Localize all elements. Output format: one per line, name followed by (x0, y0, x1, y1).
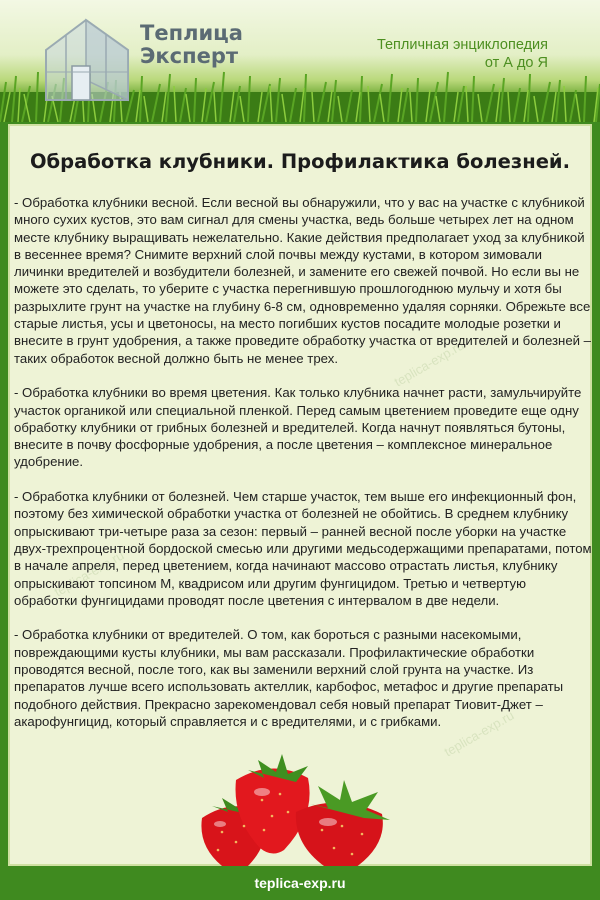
paragraph-diseases: - Обработка клубники от болезней. Чем старше участок, тем выше его инфекционный фон, поэтому без химической обработки участка от болезней не обойтись. В среднем клубнику опрыскивают три-четыре раза за сезон: первый – ранней весной после уборки на участке двух-трехпроцентной бордоской смесью или другими медьсодержащими препаратами, потом в начале апреля, перед цветением, когда начинают массово отрастать листья, клубнику опрыскивают топсином М, квадрисом или другим фунгицидом. Третью и четвертую обработки фунгицидами проводят после цветения с интервалом в две недели. (14, 489, 592, 608)
tagline-line2: от А до Я (484, 55, 548, 71)
article-body (14, 194, 592, 748)
watermark: teplica-exp.ru (51, 547, 127, 600)
paragraph-flowering: - Обработка клубники во время цветения. Как только клубника начнет расти, замульчируйте участок органикой или специальной пленкой. Перед самым цветением проведите еще одну обработку клубники от грибных болезней и вредителей. Когда начнут появляться бутоны, внесите в почву фосфорные удобрения, а после цветения – комплексное минеральное удобрение. (14, 385, 582, 470)
brand-name (140, 22, 243, 68)
paragraph-pests: - Обработка клубники от вредителей. О том, как бороться с разными насекомыми, повреждающими кусты клубники, мы вам рассказали. Профилактические обработки проводятся весной, после того, как вы заменили верхний слой грунта на участке. Из препаратов лучше всего использовать актеллик, карбофос, метафос и другие препараты подобного действия. Прекрасно зарекомендовал себя новый препарат Тиовит-Джет – акарофунгицид, который справляется и с вредителями, и с грибками. (14, 627, 564, 729)
site-header (0, 0, 600, 122)
tagline-line1: Тепличная энциклопедия (376, 37, 548, 53)
brand-line2: Эксперт (140, 44, 239, 68)
site-tagline (377, 36, 548, 72)
strawberries-image (192, 746, 402, 876)
greenhouse-logo (36, 10, 136, 106)
brand-line1: Теплица (140, 21, 243, 45)
watermark: teplica-exp.ru (441, 707, 517, 760)
watermark: teplica-exp.ru (391, 337, 467, 390)
article-panel (8, 124, 592, 866)
article-title: Обработка клубники. Профилактика болезней. (29, 150, 570, 173)
site-footer (0, 866, 600, 900)
footer-url[interactable]: teplica-exp.ru (254, 875, 346, 891)
paragraph-spring: - Обработка клубники весной. Если весной вы обнаружили, что у вас на участке с клубникой много сухих кустов, это вам сигнал для смены участка, ведь больше четырех лет на одном месте клубнику выращивать нежелательно. Какие действия предполагает уход за клубникой в весеннее время? Снимите верхний слой почвы между кустами, в котором зимовали личинки вредителей и возбудители болезней, и замените его свежей почвой. Но если вы не можете это сделать, то уберите с участка перегнившую прошлогоднюю мульчу и хотя бы разрыхлите грунт на участке на глубину 6-8 см, одновременно удаляя сорняки. Обрежьте все старые листья, усы и цветоносы, на место погибших кустов посадите молодые розетки и внесите в грунт удобрения, а также проведите обработку участка от вредителей и болезней – таких обработок весной должно быть не менее трех. (14, 195, 592, 366)
